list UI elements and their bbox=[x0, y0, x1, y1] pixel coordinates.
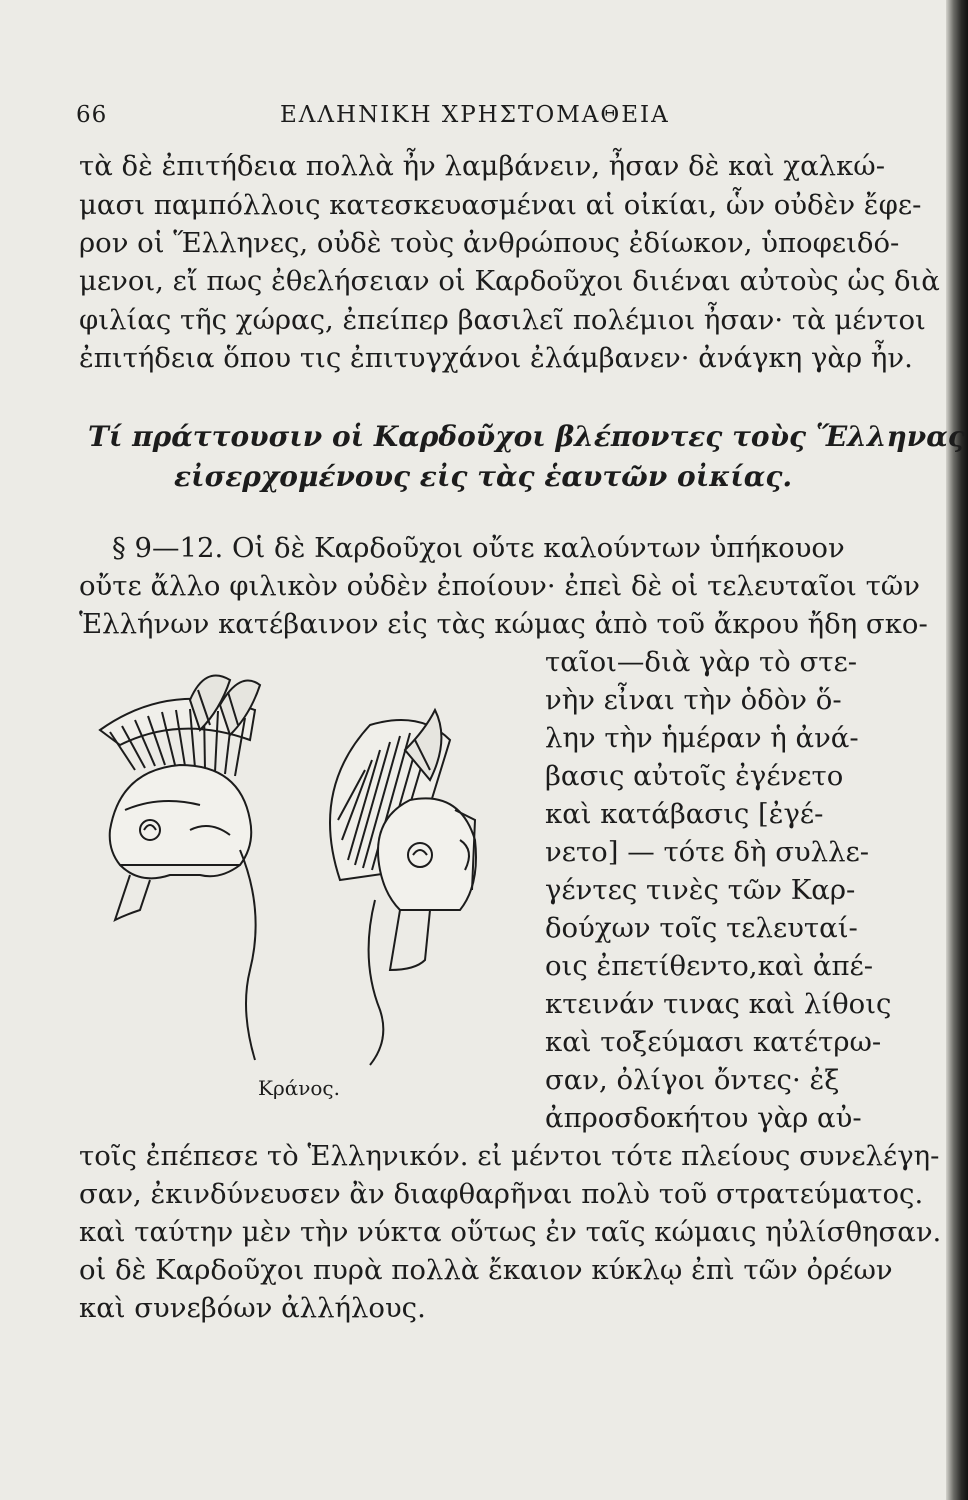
text-line: καὶ ταύτην μὲν τὴν νύκτα οὕτως ἐν ταῖς κώμαις ηὐλίσθησαν. bbox=[79, 1216, 942, 1248]
greek-helmet-icon bbox=[80, 670, 515, 1070]
text-line: οἱ δὲ Καρδοῦχοι πυρὰ πολλὰ ἔκαιον κύκλῳ ἐπὶ τῶν ὀρέων bbox=[79, 1254, 893, 1286]
text-line: νετο] — τότε δὴ συλλε- bbox=[545, 836, 870, 868]
text-line: καὶ τοξεύμασι κατέτρω- bbox=[545, 1026, 882, 1058]
helmet-right-bowl bbox=[378, 798, 476, 970]
text-line: καὶ κατάβασις [ἐγέ- bbox=[545, 798, 824, 830]
text-line: οις ἐπετίθεντο,καὶ ἀπέ- bbox=[545, 950, 874, 982]
text-line: μασι παμπόλλοις κατεσκευασμέναι αἱ οἰκίαι, ὧν οὐδὲν ἔφε- bbox=[79, 189, 922, 221]
text-line: κτεινάν τινας καὶ λίθοις bbox=[545, 988, 892, 1020]
text-line: Ἑλλήνων κατέβαινον εἰς τὰς κώμας ἀπὸ τοῦ ἄκρου ἤδη σκο- bbox=[79, 608, 928, 640]
text-line: § 9—12. Οἱ δὲ Καρδοῦχοι οὔτε καλούντων ὑπήκουον bbox=[112, 532, 845, 564]
text-line: νὴν εἶναι τὴν ὁδὸν ὅ- bbox=[545, 684, 842, 716]
helmet-right-plume bbox=[369, 900, 384, 1065]
running-title: ΕΛΛΗΝΙΚΗ ΧΡΗΣΤΟΜΑΘΕΙΑ bbox=[280, 102, 670, 128]
text-line: βασις αὐτοῖς ἐγένετο bbox=[545, 760, 844, 792]
helmet-left-crest bbox=[100, 676, 260, 777]
running-header bbox=[76, 96, 856, 132]
text-line: τοῖς ἐπέπεσε τὸ Ἑλληνικόν. εἰ μέντοι τότε πλείους συνελέγη- bbox=[79, 1140, 940, 1172]
text-line: σαν, ὀλίγοι ὄντες· ἐξ bbox=[545, 1064, 840, 1096]
text-line: καὶ συνεβόων ἀλλήλους. bbox=[79, 1292, 426, 1324]
helmet-left-bowl bbox=[110, 765, 252, 920]
text-line: ἀπροσδοκήτου γὰρ αὐ- bbox=[545, 1102, 862, 1134]
page-number: 66 bbox=[76, 102, 108, 128]
text-line: δούχων τοῖς τελευταί- bbox=[545, 912, 858, 944]
heading-line: εἰσερχομένους εἰς τὰς ἑαυτῶν οἰκίας. bbox=[174, 460, 793, 493]
helmet-figure bbox=[80, 670, 515, 1100]
text-line: γέντες τινὲς τῶν Καρ- bbox=[545, 874, 856, 906]
text-line: ταῖοι—διὰ γὰρ τὸ στε- bbox=[545, 646, 858, 678]
text-line: λην τὴν ἡμέραν ἡ ἀνά- bbox=[545, 722, 859, 754]
book-spine-shadow bbox=[946, 0, 968, 1500]
text-line: μενοι, εἴ πως ἐθελήσειαν οἱ Καρδοῦχοι διιέναι αὐτοὺς ὡς διὰ bbox=[79, 265, 940, 297]
heading-line: Τί πράττουσιν οἱ Καρδοῦχοι βλέποντες τοὺς Ἕλληνας bbox=[88, 420, 965, 453]
figure-caption: Κράνος. bbox=[258, 1076, 340, 1100]
text-line: τὰ δὲ ἐπιτήδεια πολλὰ ἦν λαμβάνειν, ἦσαν δὲ καὶ χαλκώ- bbox=[79, 150, 885, 182]
text-line: σαν, ἐκινδύνευσεν ἂν διαφθαρῆναι πολὺ τοῦ στρατεύματος. bbox=[79, 1178, 924, 1210]
text-line: ρον οἱ Ἕλληνες, οὐδὲ τοὺς ἀνθρώπους ἐδίωκον, ὑποφειδό- bbox=[79, 227, 900, 259]
text-line: φιλίας τῆς χώρας, ἐπείπερ βασιλεῖ πολέμιοι ἦσαν· τὰ μέντοι bbox=[79, 304, 926, 336]
text-line: οὔτε ἄλλο φιλικὸν οὐδὲν ἐποίουν· ἐπεὶ δὲ οἱ τελευταῖοι τῶν bbox=[79, 570, 920, 602]
text-line: ἐπιτήδεια ὅπου τις ἐπιτυγχάνοι ἐλάμβανεν· ἀνάγκη γὰρ ἦν. bbox=[79, 342, 913, 374]
helmet-left-plume bbox=[240, 850, 256, 1060]
